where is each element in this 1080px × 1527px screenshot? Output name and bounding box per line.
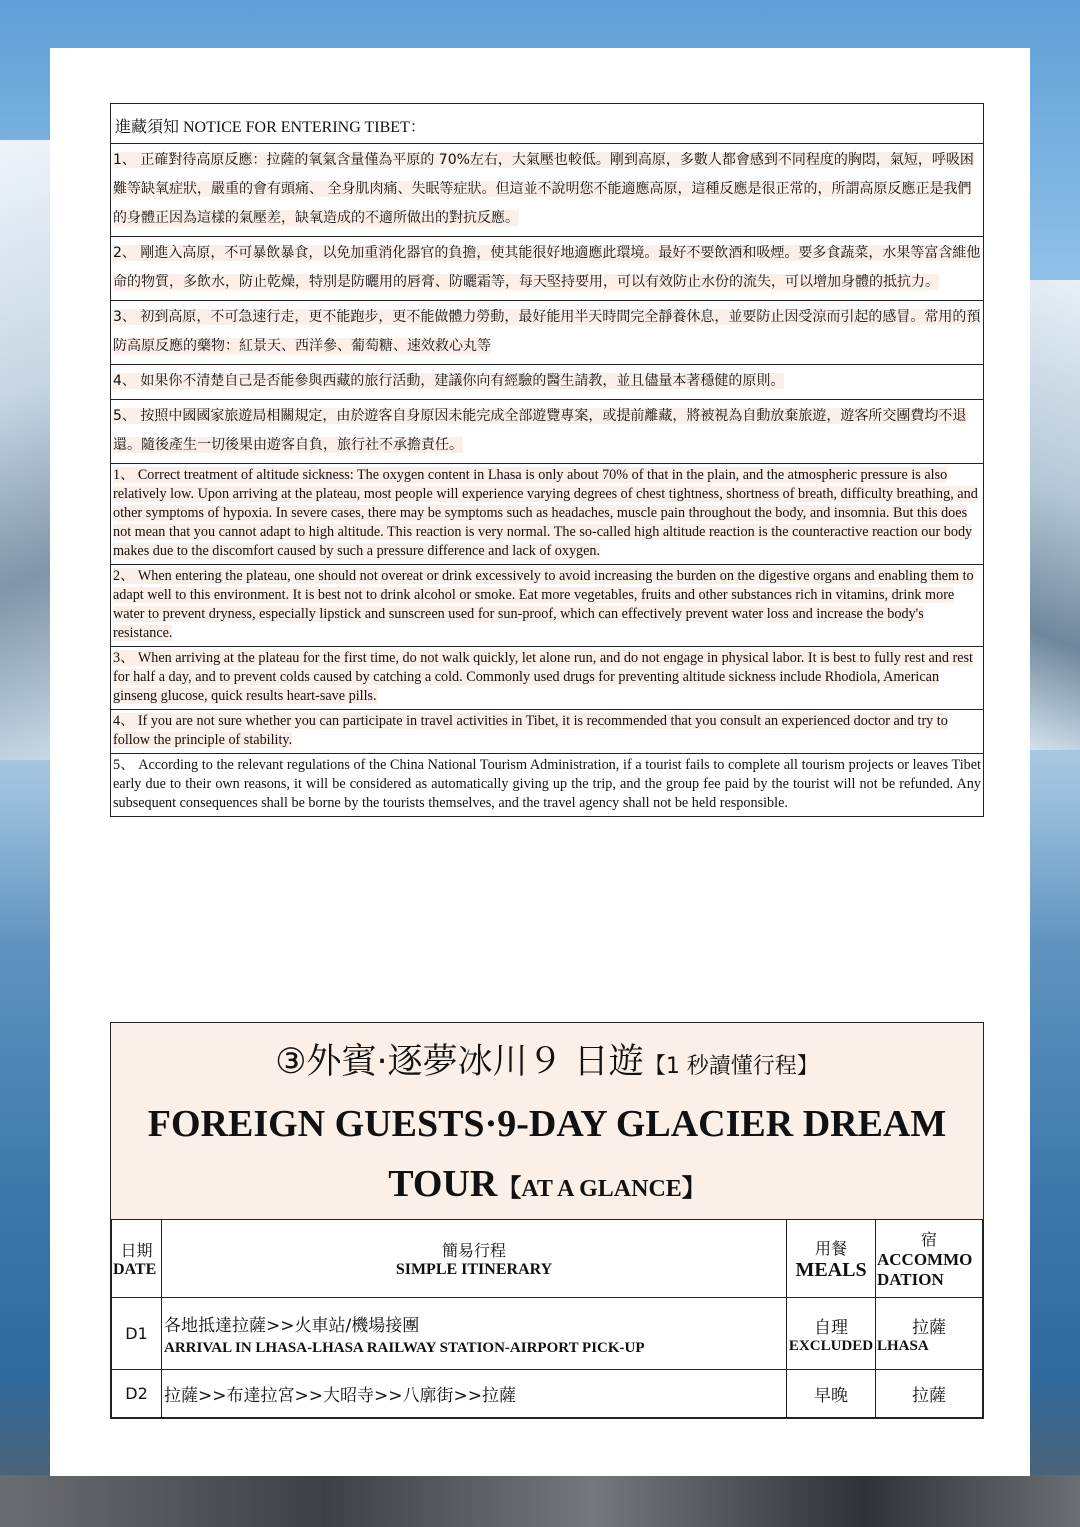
- notice-zh-item-5: 5、 按照中國國家旅遊局相關規定，由於遊客自身原因未能完成全部遊覽專案，或提前離藏，將被視為自動放棄旅遊，遊客所交團費均不退還。隨後產生一切後果由遊客自負，旅行社不承擔責任。: [111, 400, 983, 464]
- row-accommodation: 拉薩 LHASA: [876, 1298, 983, 1370]
- itinerary-table: [111, 1219, 983, 1418]
- table-row: [112, 1298, 983, 1370]
- tour-box: [110, 1022, 984, 1419]
- row-itinerary: 各地抵達拉薩>>火車站/機場接團 ARRIVAL IN LHASA-LHASA RAILWAY STATION-AIRPORT PICK-UP: [162, 1298, 787, 1370]
- tour-title-zh-suffix: 【1 秒讀懂行程】: [643, 1054, 819, 1079]
- notice-zh-item-2: 2、 剛進入高原，不可暴飲暴食，以免加重消化器官的負擔，使其能很好地適應此環境。最好不要飲酒和吸煙。要多食蔬菜，水果等富含維他命的物質，多飲水，防止乾燥，特別是防曬用的唇膏、防曬霜等，每天堅持要用，可以有效防止水份的流失，可以增加身體的抵抗力。: [111, 237, 983, 301]
- tour-title-zh: ③外賓·逐夢冰川９ 日遊【1 秒讀懂行程】: [275, 1042, 819, 1082]
- notice-en-item-1: 1、 Correct treatment of altitude sickness: The oxygen content in Lhasa is only about 70% of that in the plain, and the atmospheric pressure is also relatively low. Upon arriving at the plateau, most people will experience varying degrees of chest tightness, shortness of breath, difficulty breathing, and other symptoms of hypoxia. In severe cases, there may be symptoms such as headaches, muscle pain throughout the body, and insomnia. But this does not mean that you cannot adapt to high altitude. This reaction is very normal. The so-called high altitude reaction is the counteractive reaction our body makes due to the discomfort caused by such a pressure difference and lack of oxygen.: [111, 464, 983, 565]
- table-header-row: [112, 1220, 983, 1298]
- row-day: D2: [112, 1370, 162, 1418]
- background-rocks: [0, 1475, 1080, 1527]
- row-accommodation: 拉薩: [876, 1370, 983, 1418]
- header-meals: 用餐 MEALS: [787, 1220, 876, 1298]
- tour-title-en: FOREIGN GUESTS·9-DAY GLACIER DREAM TOUR【AT A GLANCE】: [147, 1103, 947, 1205]
- header-accommodation: 宿 ACCOMMODATION: [876, 1220, 983, 1298]
- row-meals: 自理 EXCLUDED: [787, 1298, 876, 1370]
- header-date: 日期 DATE: [112, 1220, 162, 1298]
- header-itinerary: 簡易行程 SIMPLE ITINERARY: [162, 1220, 787, 1298]
- row-itinerary: 拉薩>>布達拉宮>>大昭寺>>八廓街>>拉薩: [162, 1370, 787, 1418]
- table-row: [112, 1370, 983, 1418]
- row-day: D1: [112, 1298, 162, 1370]
- notice-title: 進藏須知 NOTICE FOR ENTERING TIBET：: [111, 104, 983, 144]
- notice-en-item-3: 3、 When arriving at the plateau for the first time, do not walk quickly, let alone run, and do not engage in physical labor. It is best to fully rest and rest for half a day, and to prevent colds caused by catching a cold. Commonly used drugs for preventing altitude sickness include Rhodiola, American ginseng glucose, quick results heart-save pills.: [111, 647, 983, 710]
- notice-en-item-2: 2、 When entering the plateau, one should not overeat or drink excessively to avoid increasing the burden on the digestive organs and enabling them to adapt well to this environment. It is best not to drink alcohol or smoke. Eat more vegetables, fruits and other substances rich in vitamins, drink more water to prevent dryness, especially lipstick and sunscreen used for sun-proof, which can effectively prevent water loss and increase the body's resistance.: [111, 565, 983, 647]
- notice-zh-item-1: 1、 正確對待高原反應：拉薩的氧氣含量僅為平原的 70%左右，大氣壓也較低。剛到高原，多數人都會感到不同程度的胸悶，氣短，呼吸困難等缺氧症狀，嚴重的會有頭痛、 全身肌肉痛、失眠等症狀。但這並不說明您不能適應高原，這種反應是很正常的，所謂高原反應正是我們的身體正因為這樣的氣壓差，缺氧造成的不適所做出的對抗反應。: [111, 144, 983, 237]
- tour-title-en-suffix: 【AT A GLANCE】: [497, 1176, 706, 1202]
- notice-en-item-4: 4、 If you are not sure whether you can participate in travel activities in Tibet, it is recommended that you consult an experienced doctor and try to follow the principle of stability.: [111, 710, 983, 754]
- notice-zh-item-4: 4、 如果你不清楚自己是否能參與西藏的旅行活動，建議你向有經驗的醫生請教，並且儘量本著穩健的原則。: [111, 365, 983, 400]
- notice-zh-item-3: 3、 初到高原，不可急速行走，更不能跑步，更不能做體力勞動，最好能用半天時間完全靜養休息，並要防止因受涼而引起的感冒。常用的預防高原反應的藥物：紅景天、西洋參、葡萄糖、速效救心丸等: [111, 301, 983, 365]
- tour-heading: [111, 1023, 983, 1219]
- notice-box: [110, 103, 984, 817]
- row-meals: 早晚: [787, 1370, 876, 1418]
- notice-en-item-5: 5、 According to the relevant regulations of the China National Tourism Administration, if a tourist fails to complete all tourism projects or leaves Tibet early due to their own reasons, it will be considered as automatically giving up the trip, and the group fee paid by the tourist will not be refunded. Any subsequent consequences shall be borne by the tourists themselves, and the travel agency shall not be held responsible.: [113, 757, 981, 811]
